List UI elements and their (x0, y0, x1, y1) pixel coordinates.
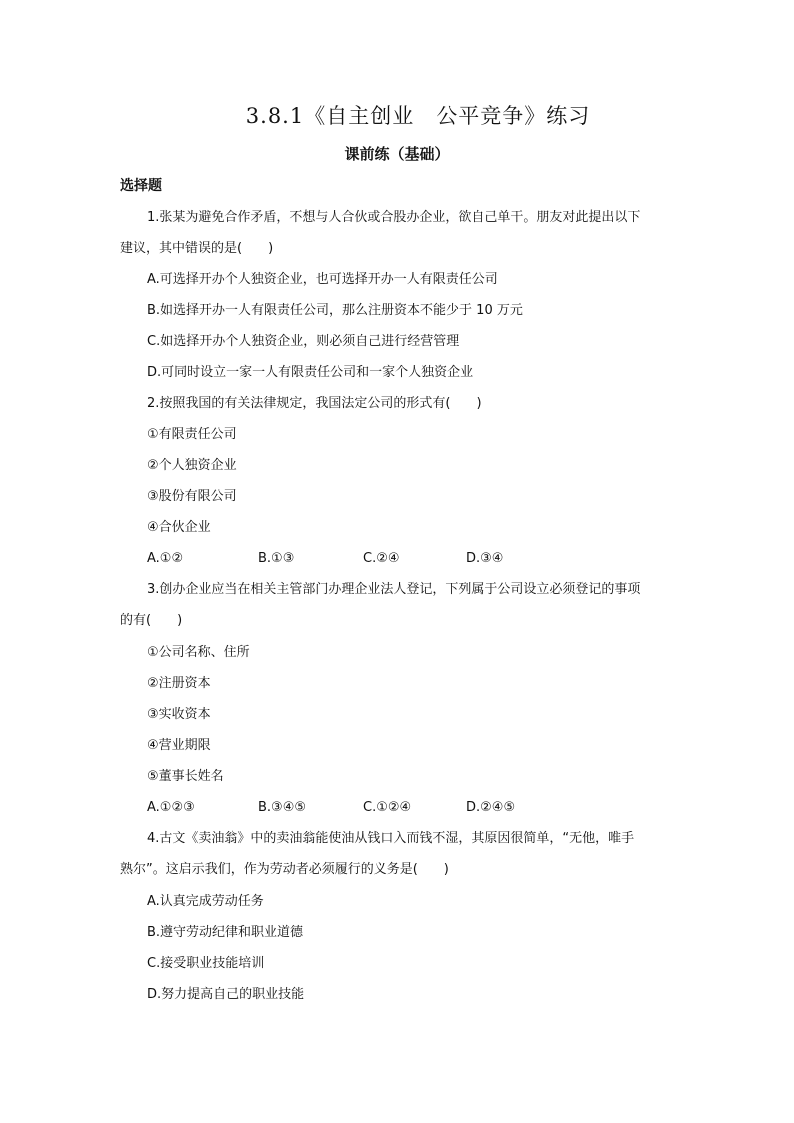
q3-item-3: ③实收资本 (147, 707, 211, 722)
q3-choice-b: B.③④⑤ (258, 800, 307, 815)
q2-choice-c: C.②④ (363, 551, 400, 566)
q3-item-5: ⑤董事长姓名 (147, 769, 224, 784)
q1-stem-line1: 1.张某为避免合作矛盾，不想与人合伙或合股办企业，欲自己单干。朋友对此提出以下 (147, 210, 641, 225)
q3-choice-c: C.①②④ (363, 800, 412, 815)
q2-item-1: ①有限责任公司 (147, 427, 237, 442)
q1-option-d: D.可同时设立一家一人有限责任公司和一家个人独资企业 (147, 365, 474, 380)
q1-stem-line2: 建议，其中错误的是( ) (120, 241, 274, 256)
q4-option-c: C.接受职业技能培训 (147, 956, 265, 971)
q1-option-a: A.可选择开办个人独资企业，也可选择开办一人有限责任公司 (147, 272, 498, 287)
q4-option-a: A.认真完成劳动任务 (147, 894, 264, 909)
q4-stem-line1: 4.古文《卖油翁》中的卖油翁能使油从钱口入而钱不湿，其原因很简单，“无他，唯手 (147, 831, 635, 846)
q3-choice-a: A.①②③ (147, 800, 195, 815)
q4-option-d: D.努力提高自己的职业技能 (147, 987, 305, 1002)
q3-stem-line2: 的有( ) (120, 613, 183, 628)
page-title-text: 3.8.1《自主创业 公平竞争》练习 (245, 104, 591, 128)
q2-choice-a: A.①② (147, 551, 184, 566)
page-subtitle: 课前练（基础） (344, 145, 450, 163)
q3-stem-line1: 3.创办企业应当在相关主管部门办理企业法人登记，下列属于公司设立必须登记的事项 (147, 582, 641, 597)
q2-choice-b: B.①③ (258, 551, 295, 566)
page-title (0, 101, 794, 131)
q3-item-4: ④营业期限 (147, 738, 211, 753)
q3-item-1: ①公司名称、住所 (147, 645, 250, 660)
q2-choice-d: D.③④ (466, 551, 504, 566)
q4-stem-line2: 熟尔”。这启示我们，作为劳动者必须履行的义务是( ) (120, 862, 449, 877)
q2-stem-line1: 2.按照我国的有关法律规定，我国法定公司的形式有( ) (147, 396, 482, 411)
q2-item-3: ③股份有限公司 (147, 489, 237, 504)
q2-item-2: ②个人独资企业 (147, 458, 237, 473)
q1-option-b: B.如选择开办一人有限责任公司，那么注册资本不能少于 10 万元 (147, 303, 523, 318)
q4-option-b: B.遵守劳动纪律和职业道德 (147, 925, 304, 940)
q2-item-4: ④合伙企业 (147, 520, 211, 535)
q3-item-2: ②注册资本 (147, 676, 211, 691)
section-heading: 选择题 (120, 178, 162, 194)
q3-choice-d: D.②④⑤ (466, 800, 516, 815)
q1-option-c: C.如选择开办个人独资企业，则必须自己进行经营管理 (147, 334, 460, 349)
